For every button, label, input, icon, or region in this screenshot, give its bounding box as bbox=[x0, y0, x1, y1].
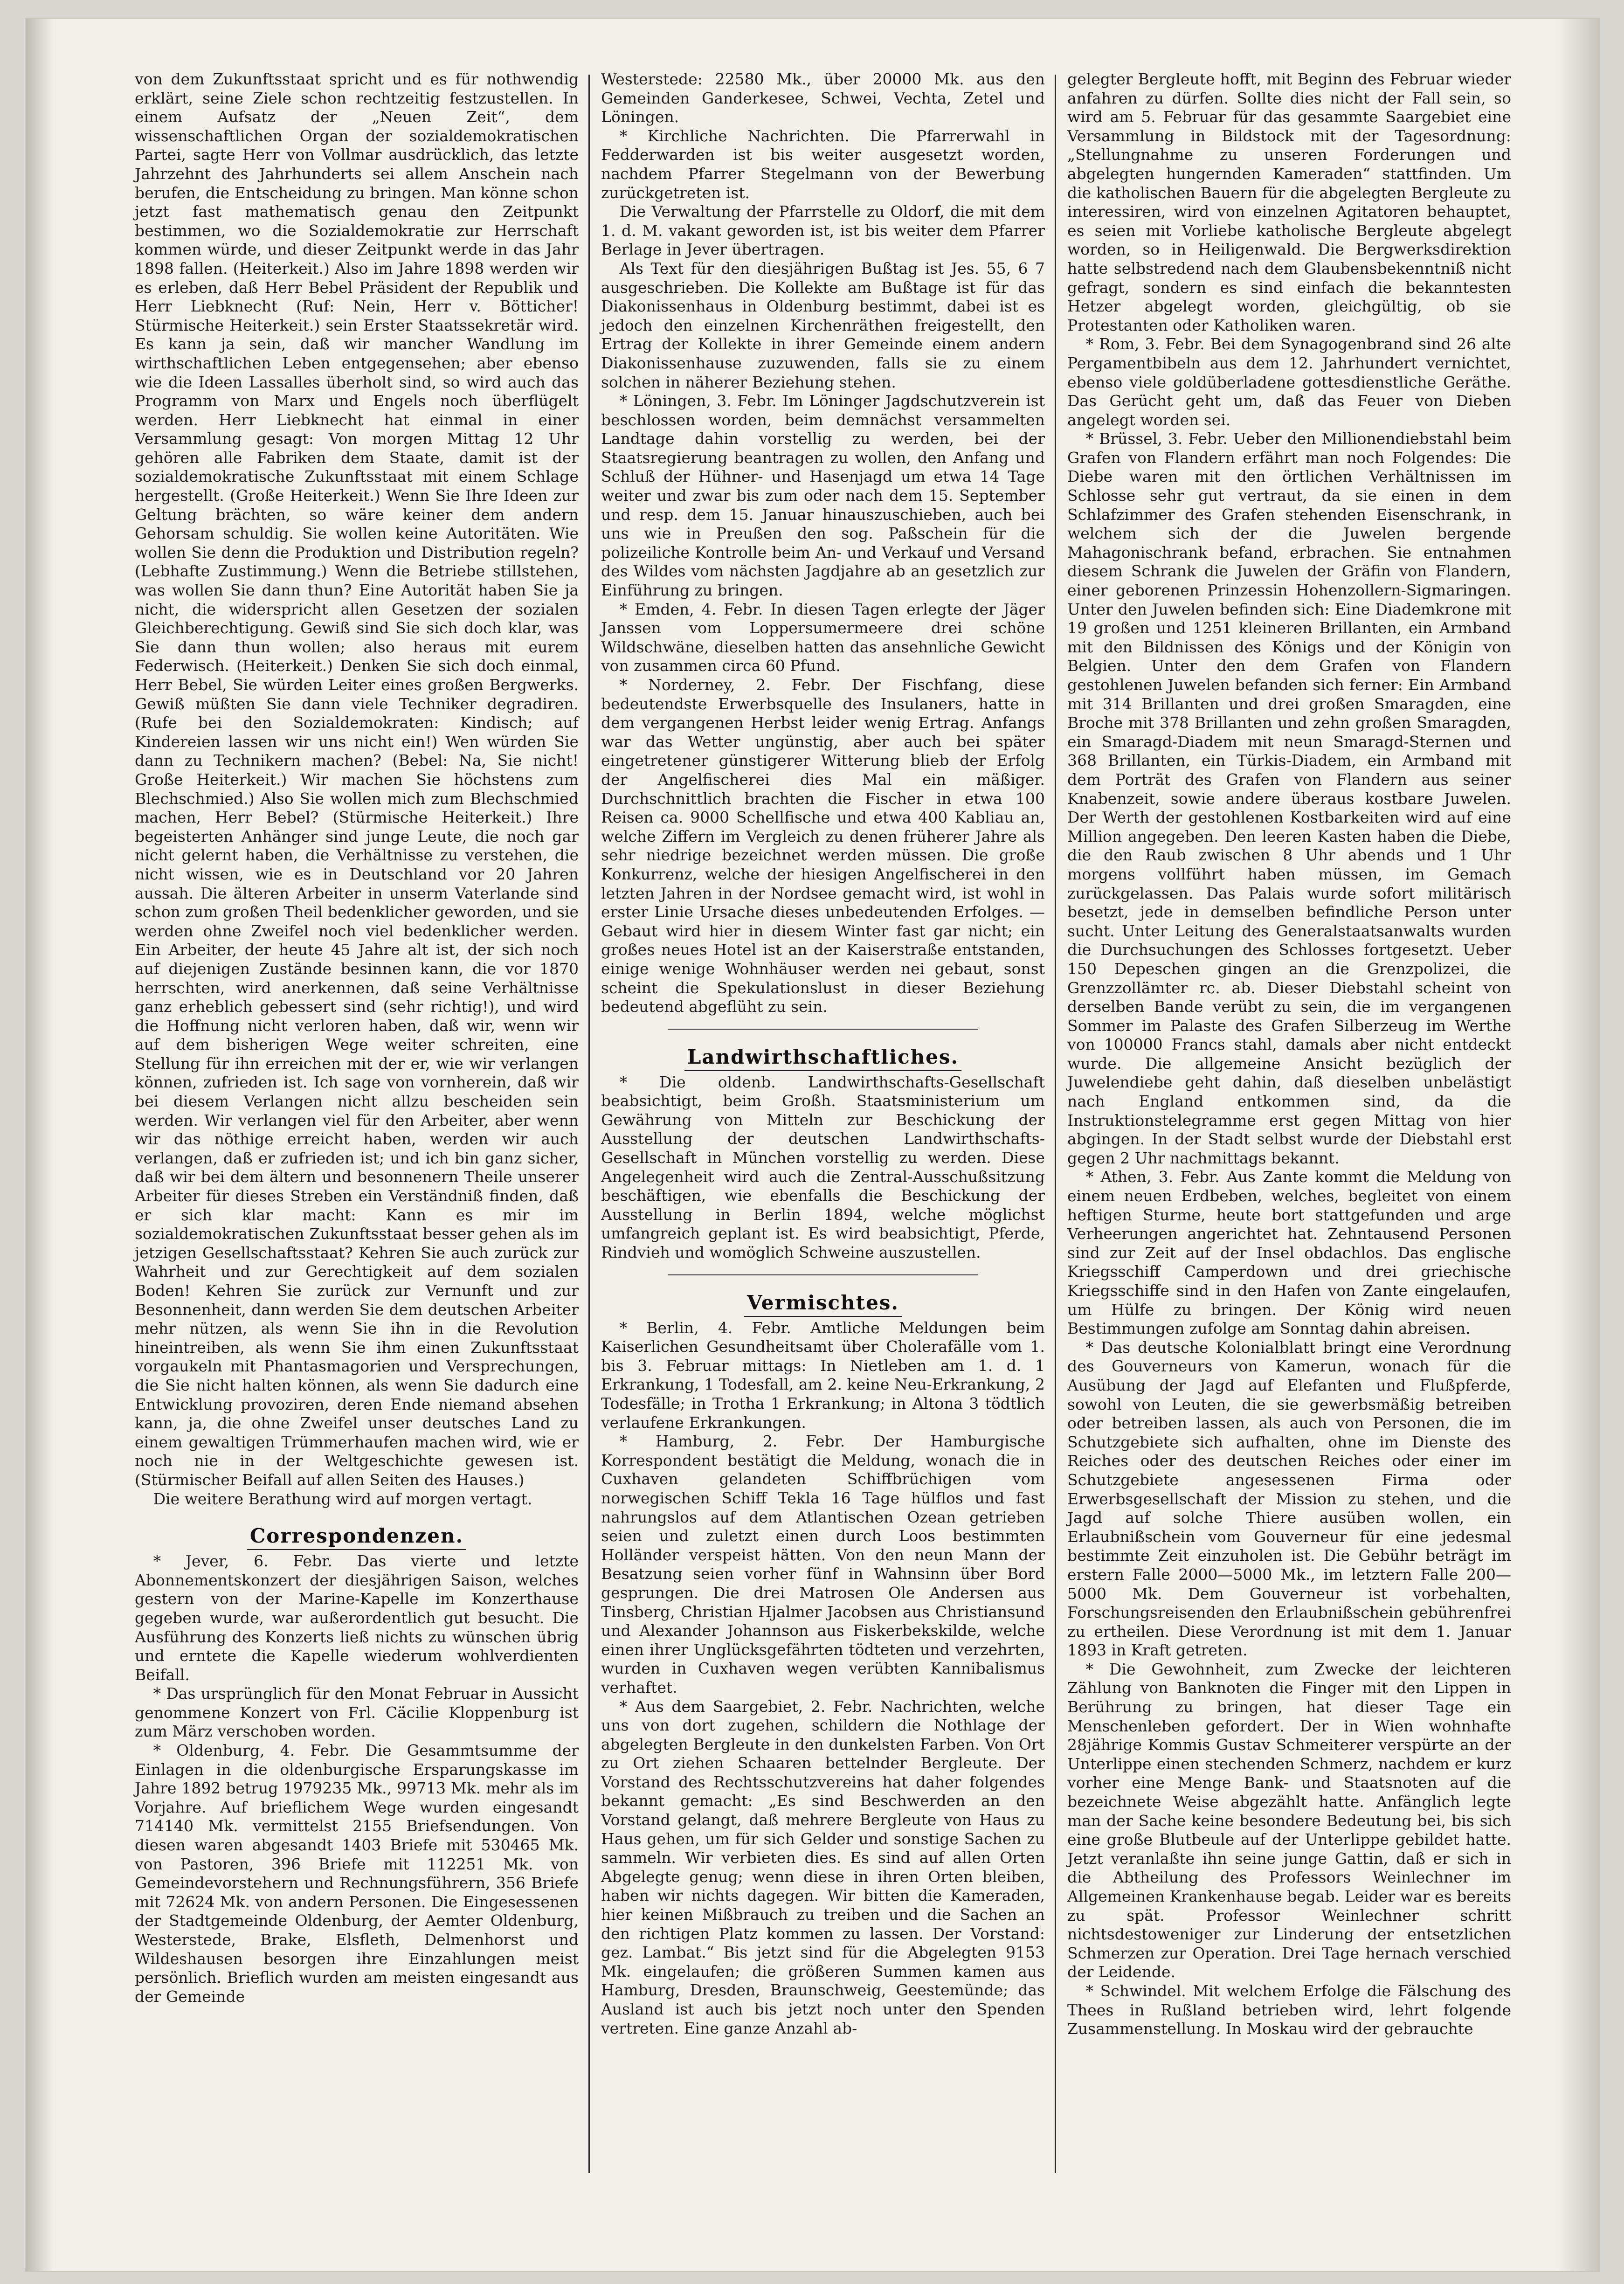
section-heading-text: Vermischtes. bbox=[744, 1291, 902, 1317]
news-item: * Kirchliche Nachrichten. Die Pfarrerwahl in Fedderwarden ist bis weiter ausgesetzt worden, nachdem Pfarrer Stegelmann von der Bewerbung zurückgetreten ist. bbox=[601, 126, 1045, 202]
news-item: gelegter Bergleute hofft, mit Beginn des Februar wieder anfahren zu dürfen. Sollte dies nicht der Fall sein, so wird am 5. Februar für das gesammte Saargebiet eine Versammlung in Bildstock mit der Tagesordnung: „Stellungnahme zu unseren Forderungen und abgelegten hungernden Kameraden“ stattfinden. Um die katholischen Bauern für die abgelegten Bergleute zu interessiren, wird von einzelnen Agitatoren behauptet, es seien mit Vorliebe katholische Bergleute abgelegt worden, so in Heiligenwald. Die Bergwerksdirektion hatte selbstredend nach dem Glaubensbekenntniß nicht gefragt, sondern es sind einfach die bekanntesten Hetzer abgelegt worden, gleichgültig, ob sie Protestanten oder Katholiken waren. bbox=[1067, 70, 1511, 334]
section-heading-text: Correspondenzen. bbox=[247, 1524, 466, 1550]
news-item: * Das ursprünglich für den Monat Februar in Aussicht genommene Konzert von Frl. Cäcilie Kloppenburg ist zum März verschoben worden. bbox=[135, 1684, 579, 1741]
news-item: * Die Gewohnheit, zum Zwecke der leichteren Zählung von Banknoten die Finger mit den Lippen in Berührung zu bringen, hat dieser Tage ein Menschenleben gefordert. Der in Wien wohnhafte 28jährige Kommis Gustav Schmeiterer verspürte an der Unterlippe einen stechenden Schmerz, nachdem er kurz vorher eine Menge Bank- und Staatsnoten auf die bezeichnete Weise abgezählt hatte. Anfänglich legte man der Sache keine besondere Bedeutung bei, bis sich eine große Blutbeule auf der Unterlippe gebildet hatte. Jetzt veranlaßte ihn seine junge Gattin, daß er sich in die Abtheilung des Professors Weinlechner im Allgemeinen Krankenhause begab. Leider war es bereits zu spät. Professor Weinlechner schritt nichtsdestoweniger zur Linderung der entsetzlichen Schmerzen zur Operation. Drei Tage hernach verschied der Leidende. bbox=[1067, 1660, 1511, 1981]
news-item: * Emden, 4. Febr. In diesen Tagen erlegte der Jäger Janssen vom Loppersumermeere drei schöne Wildschwäne, dieselben hatten das ansehnliche Gewicht von zusammen circa 60 Pfund. bbox=[601, 600, 1045, 675]
news-item: * Athen, 3. Febr. Aus Zante kommt die Meldung von einem neuen Erdbeben, welches, begleitet von einem heftigen Sturme, heute bort stattgefunden und arge Verheerungen angerichtet hat. Zehntausend Personen sind zur Zeit auf der Insel obdachlos. Das englische Kriegsschiff Camperdown und drei griechische Kriegsschiffe sind in den Hafen von Zante eingelaufen, um Hülfe zu bringen. Der König wird neuen Bestimmungen zufolge am Sonntag dahin abreisen. bbox=[1067, 1168, 1511, 1338]
news-item: * Hamburg, 2. Febr. Der Hamburgische Korrespondent bestätigt die Meldung, wonach die in Cuxhaven gelandeten Schiffbrüchigen vom norwegischen Schiff Tekla 16 Tage hülflos und fast nahrungslos auf dem Atlantischen Ozean getrieben seien und zuletzt einen durch Loos bestimmten Holländer verspeist hätten. Von den neun Mann der Besatzung seien vorher fünf in Wahnsinn über Bord gesprungen. Die drei Matrosen Ole Andersen aus Tinsberg, Christian Hjalmer Jacobsen aus Christiansund und Alexander Johannson aus Fiskerbekskilde, welche einen ihrer Unglücksgefährten tödteten und verzehrten, wurden in Cuxhaven wegen verübten Kannibalismus verhaftet. bbox=[601, 1432, 1045, 1696]
section-heading bbox=[601, 1291, 1045, 1314]
news-item: Westerstede: 22580 Mk., über 20000 Mk. aus den Gemeinden Ganderkesee, Schwei, Vechta, Zetel und Löningen. bbox=[601, 70, 1045, 126]
news-item: * Rom, 3. Febr. Bei dem Synagogenbrand sind 26 alte Pergamentbibeln aus dem 12. Jahrhundert vernichtet, ebenso viele goldüberladene gottesdienstliche Geräthe. Das Gerücht geht um, daß das Feuer von Dieben angelegt worden sei. bbox=[1067, 335, 1511, 429]
news-item: * Brüssel, 3. Febr. Ueber den Millionendiebstahl beim Grafen von Flandern erfährt man noch Folgendes: Die Diebe waren mit den örtlichen Verhältnissen im Schlosse sehr gut vertraut, da sie einen in dem Schlafzimmer des Grafen stehenden Eisenschrank, in welchem sich der die Juwelen bergende Mahagonischrank befand, erbrachen. Sie entnahmen diesem Schrank die Juwelen der Gräfin von Flandern, einer geborenen Prinzessin Hohenzollern-Sigmaringen. Unter den Juwelen befinden sich: Eine Diademkrone mit 19 großen und 1251 kleineren Brillanten, ein Armband mit den Bildnissen des Königs und der Königin von Belgien. Unter den dem Grafen von Flandern gestohlenen Juwelen befanden sich ferner: Ein Armband mit 314 Brillanten und drei großen Smaragden, eine Broche mit 378 Brillanten und zehn großen Smaragden, ein Smaragd-Diadem mit neun Smaragd-Sternen und 368 Brillanten, ein Türkis-Diadem, ein Armband mit dem Porträt des Grafen von Flandern aus seiner Knabenzeit, sowie andere überaus kostbare Juwelen. Der Werth der gestohlenen Kostbarkeiten wird auf eine Million angegeben. Den leeren Kasten haben die Diebe, die den Raub zwischen 8 Uhr abends und 1 Uhr morgens vollführt haben müssen, im Gemach zurückgelassen. Das Palais wurde sofort militärisch besetzt, jede in demselben befindliche Person unter sucht. Unter Leitung des Generalstaatsanwalts wurden die Durchsuchungen des Schlosses fortgesetzt. Ueber 150 Depeschen gingen an die Grenzpolizei, die Grenzzollämter rc. ab. Dieser Diebstahl scheint von derselben Bande verübt zu sein, die im vergangenen Sommer im Palaste des Grafen Silberzeug im Werthe von 100000 Francs stahl, damals aber nicht entdeckt wurde. Die allgemeine Ansicht bezüglich der Juwelendiebe geht dahin, daß dieselben unbelästigt nach England entkommen sind, da die Instruktionstelegramme erst gegen Mittag von hier abgingen. In der Stadt selbst wurde der Diebstahl erst gegen 2 Uhr nachmittags bekannt. bbox=[1067, 429, 1511, 1167]
news-item: * Berlin, 4. Febr. Amtliche Meldungen beim Kaiserlichen Gesundheitsamt über Cholerafälle vom 1. bis 3. Februar mittags: In Nietleben am 1. d. 1 Erkrankung, 1 Todesfall, am 2. keine Neu-Erkrankung, 2 Todesfälle; in Trotha 1 Erkrankung; in Altona 3 tödtlich verlaufene Erkrankungen. bbox=[601, 1318, 1045, 1432]
news-item: * Norderney, 2. Febr. Der Fischfang, diese bedeutendste Erwerbsquelle des Insulaners, hatte in dem vergangenen Herbst leider wenig Ertrag. Anfangs war das Wetter ungünstig, aber auch bei später eingetretener günstigerer Witterung blieb der Erfolg der Angelfischerei dies Mal ein mäßiger. Durchschnittlich brachten die Fischer in etwa 100 Reisen ca. 9000 Schellfische und etwa 400 Kabliau an, welche Ziffern im Vergleich zu denen früherer Jahre als sehr niedrige bezeichnet werden müssen. Die große Konkurrenz, welche der hiesigen Angelfischerei in den letzten Jahren in der Nordsee gemacht wird, ist wohl in erster Linie Ursache dieses unbedeutenden Erfolges. — Gebaut wird hier in diesem Winter fast gar nicht; ein großes neues Hotel ist an der Kaiserstraße entstanden, einige wenige Wohnhäuser werden nei gebaut, sonst scheint die Spekulationslust in dieser Beziehung bedeutend abgeflüht zu sein. bbox=[601, 676, 1045, 1016]
news-item: * Das deutsche Kolonialblatt bringt eine Verordnung des Gouverneurs von Kamerun, wonach für die Ausübung der Jagd auf Elefanten und Flußpferde, sowohl von Leuten, die sie gewerbsmäßig betreiben oder betreiben lassen, als auch von Personen, die im Schutzgebiete sich aufhalten, ohne im Dienste des Reiches oder des deutschen Reiches oder einer im Schutzgebiete angesessenen Firma oder Erwerbsgesellschaft der Mission zu stehen, und die Jagd auf solche Thiere ausüben wollen, ein Erlaubnißschein vom Gouverneur für eine jedesmal bestimmte Zeit einzuholen ist. Die Gebühr beträgt im erstern Falle 2000—5000 Mk., im letztern Falle 200—5000 Mk. Dem Gouverneur ist vorbehalten, Forschungsreisenden den Erlaubnißschein gebührenfrei zu ertheilen. Diese Verordnung ist mit dem 1. Januar 1893 in Kraft getreten. bbox=[1067, 1338, 1511, 1660]
news-item: Die Verwaltung der Pfarrstelle zu Oldorf, die mit dem 1. d. M. vakant geworden ist, ist bis weiter dem Pfarrer Berlage in Jever übertragen. bbox=[601, 202, 1045, 259]
page-edge-shadow-left bbox=[26, 19, 54, 2271]
section-heading bbox=[135, 1524, 579, 1547]
article-paragraph: von dem Zukunftsstaat spricht und es für nothwendig erklärt, seine Ziele schon rechtzeitig festzustellen. In einem Aufsatz der „Neuen Zeit“, dem wissenschaftlichen Organ der sozialdemokratischen Partei, sagte Herr von Vollmar ausdrücklich, das letzte Jahrzehnt des Jahrhunderts sei allem Anschein nach berufen, die Entscheidung zu bringen. Man könne schon jetzt fast mathematisch genau den Zeitpunkt bestimmen, wo die Sozialdemokratie zur Herrschaft kommen würde, und dieser Zeitpunkt werde in das Jahr 1898 fallen. (Heiterkeit.) Also im Jahre 1898 werden wir es erleben, daß Herr Bebel Präsident der Republik und Herr Liebknecht (Ruf: Nein, Herr v. Bötticher! Stürmische Heiterkeit.) sein Erster Staatssekretär wird. Es kann ja sein, daß wir mancher Wandlung im wirthschaftlichen Leben entgegensehen; aber ebenso wie die Ideen Lassalles überholt sind, so wird auch das Programm von Marx und Engels noch überflügelt werden. Herr Liebknecht hat einmal in einer Versammlung gesagt: Von morgen Mittag 12 Uhr gehören alle Fabriken dem Staate, damit ist der sozialdemokratische Zukunftsstaat mit einem Schlage hergestellt. (Große Heiterkeit.) Wenn Sie Ihre Ideen zur Geltung brächten, so wäre keiner dem andern Gehorsam schuldig. Sie wollen keine Autoritäten. Wie wollen Sie denn die Produktion und Distribution regeln? (Lebhafte Zustimmung.) Wenn die Betriebe stillstehen, was wollen Sie dann thun? Eine Autorität haben Sie ja nicht, die widerspricht allen Gesetzen der sozialen Gleichberechtigung. Gewiß sind Sie sich doch klar, was Sie dann thun wollen; also heraus mit eurem Federwisch. (Heiterkeit.) Denken Sie sich doch einmal, Herr Bebel, Sie würden Leiter eines großen Bergwerks. Gewiß müßten Sie dann viele Techniker degradiren. (Rufe bei den Sozialdemokraten: Kindisch; auf Kindereien lassen wir uns nicht ein!) Wen würden Sie dann zu Technikern machen? (Bebel: Na, Sie nicht! Große Heiterkeit.) Wir machen Sie höchstens zum Blechschmied.) Also Sie wollen mich zum Blechschmied machen, Herr Bebel? (Stürmische Heiterkeit.) Ihre begeisterten Anhänger sind junge Leute, die noch gar nicht gelernt haben, die Verhältnisse zu verstehen, die nicht wissen, wie es in Deutschland vor 20 Jahren aussah. Die älteren Arbeiter in unserm Vaterlande sind schon zum großen Theil bedenklicher geworden, und sie werden ohne Zweifel noch viel bedenklicher werden. Ein Arbeiter, der heute 45 Jahre alt ist, der sich noch auf diejenigen Zustände besinnen kann, die vor 1870 herrschten, wird anerkennen, daß seine Verhältnisse ganz erheblich gebessert sind (sehr richtig!), und wird die Hoffnung nicht verloren haben, daß wir, wenn wir auf dem bisherigen Wege weiter schreiten, eine Stellung für ihn erreichen mit der er, wie wir verlangen können, zufrieden ist. Ich sage von vornherein, daß wir bei diesem Verlangen nicht allzu bescheiden sein werden. Wir verlangen viel für den Arbeiter, aber wenn wir das nöthige erreicht haben, werden wir auch verlangen, daß er zufrieden ist; und ich bin ganz sicher, daß wir bei dem ältern und besonnenern Theile unserer Arbeiter für dieses Streben ein Verständniß finden, daß er sich klar macht: Kann es mir im sozialdemokratischen Zukunftsstaat besser gehen als im jetzigen Gesellschaftsstaat? Kehren Sie auch zurück zur Wahrheit und zur Gerechtigkeit auf dem sozialen Boden! Kehren Sie zurück zur Vernunft und zur Besonnenheit, dann werden Sie dem deutschen Arbeiter mehr nützen, als wenn Sie ihn in die Revolution hineintreiben, als wenn Sie ihm einen Zukunftsstaat vorgaukeln mit Phantasmagorien und Versprechungen, die Sie nicht halten können, als wenn Sie dadurch eine Entwicklung provoziren, deren Ende niemand absehen kann, ja, die ohne Zweifel unser deutsches Land zu einem gewaltigen Trümmerhaufen machen wird, wie er noch nie in der Weltgeschichte gewesen ist. (Stürmischer Beifall auf allen Seiten des Hauses.) bbox=[135, 70, 579, 1489]
column-2 bbox=[590, 70, 1056, 2178]
news-item: * Aus dem Saargebiet, 2. Febr. Nachrichten, welche uns von dort zugehen, schildern die Nothlage der abgelegten Bergleute in den dunkelsten Farben. Von Ort zu Ort ziehen Schaaren bettelnder Bergleute. Der Vorstand des Rechtsschutzvereins hat daher folgendes bekannt gemacht: „Es sind Beschwerden an den Vorstand gelangt, daß mehrere Bergleute von Haus zu Haus gehen, um für sich Gelder und sonstige Sachen zu sammeln. Wir verbieten dies. Es sind auf allen Orten Abgelegte genug; wenn diese in ihren Orten bleiben, haben wir nichts dagegen. Wir bitten die Kameraden, hier keinen Mißbrauch zu treiben und die Sachen an den richtigen Platz kommen zu lassen. Der Vorstand: gez. Lambat.“ Bis jetzt sind für die Abgelegten 9153 Mk. eingelaufen; die größeren Summen kamen aus Hamburg, Dresden, Braunschweig, Geestemünde; das Ausland ist auch bis jetzt noch unter den Spenden vertreten. Eine ganze Anzahl ab- bbox=[601, 1697, 1045, 2037]
columns bbox=[124, 70, 1522, 2178]
column-1 bbox=[124, 70, 590, 2178]
section-heading bbox=[601, 1045, 1045, 1068]
section-heading-text: Landwirthschaftliches. bbox=[684, 1045, 961, 1071]
news-item: * Oldenburg, 4. Febr. Die Gesammtsumme der Einlagen in die oldenburgische Ersparungskasse im Jahre 1892 betrug 1979235 Mk., 99713 Mk. mehr als im Vorjahre. Auf brieflichem Wege wurden eingesandt 714140 Mk. vermittelst 2155 Briefsendungen. Von diesen waren abgesandt 1403 Briefe mit 530465 Mk. von Pastoren, 396 Briefe mit 112251 Mk. von Gemeindevorstehern und Rechnungsführern, 356 Briefe mit 72624 Mk. von andern Personen. Die Eingesessenen der Stadtgemeinde Oldenburg, der Aemter Oldenburg, Westerstede, Brake, Elsfleth, Delmenhorst und Wildeshausen besorgen ihre Einzahlungen meist persönlich. Brieflich wurden am meisten eingesandt aus der Gemeinde bbox=[135, 1741, 579, 2006]
article-paragraph: Die weitere Berathung wird auf morgen vertagt. bbox=[153, 1489, 532, 1508]
news-item: * Die oldenb. Landwirthschafts-Gesellschaft beabsichtigt, beim Großh. Staatsministerium um Gewährung von Mitteln zur Beschickung der Ausstellung der deutschen Landwirthschafts-Gesellschaft in München vorstellig zu werden. Diese Angelegenheit wird auch die Zentral-Ausschußsitzung beschäftigen, wie ebenfalls die Beschickung der Ausstellung in Berlin 1894, welche möglichst umfangreich geplant ist. Es wird beabsichtigt, Pferde, Rindvieh und womöglich Schweine auszustellen. bbox=[601, 1073, 1045, 1262]
news-item: * Löningen, 3. Febr. Im Löninger Jagdschutzverein ist beschlossen worden, beim demnächst versammelten Landtage dahin vorstellig zu werden, bei der Staatsregierung beantragen zu wollen, den Anfang und Schluß der Hühner- und Hasenjagd um etwa 14 Tage weiter und zwar bis zum oder nach dem 15. September und resp. dem 15. Januar hinauszuschieben, auch bei uns wie in Preußen den sog. Paßschein für die polizeiliche Kontrolle beim An- und Verkauf und Versand des Wildes vom nächsten Jagdjahre ab an gesetzlich zur Einführung zu bringen. bbox=[601, 392, 1045, 600]
section-divider bbox=[668, 1274, 978, 1275]
news-item: * Jever, 6. Febr. Das vierte und letzte Abonnementskonzert der diesjährigen Saison, welches gestern von der Marine-Kapelle im Konzerthause gegeben wurde, war außerordentlich gut besucht. Die Ausführung des Konzerts ließ nichts zu wünschen übrig und erntete die Kapelle wiederum wohlverdienten Beifall. bbox=[135, 1552, 579, 1684]
newspaper-page bbox=[26, 19, 1599, 2271]
news-item: Als Text für den diesjährigen Bußtag ist Jes. 55, 6 7 ausgeschrieben. Die Kollekte am Bußtage ist für das Diakonissenhaus in Oldenburg bestimmt, dabei ist es jedoch den einzelnen Kirchenräthen freigestellt, den Ertrag der Kollekte in ihrer Gemeinde einem andern Diakonissenhause zuzuwenden, falls sie zu einem solchen in näherer Beziehung stehen. bbox=[601, 259, 1045, 391]
column-3 bbox=[1056, 70, 1522, 2178]
section-divider bbox=[668, 1029, 978, 1030]
page-edge-shadow-right bbox=[1557, 19, 1599, 2271]
news-item: * Schwindel. Mit welchem Erfolge die Fälschung des Thees in Rußland betrieben wird, lehrt folgende Zusammenstellung. In Moskau wird der gebrauchte bbox=[1067, 1981, 1511, 2038]
